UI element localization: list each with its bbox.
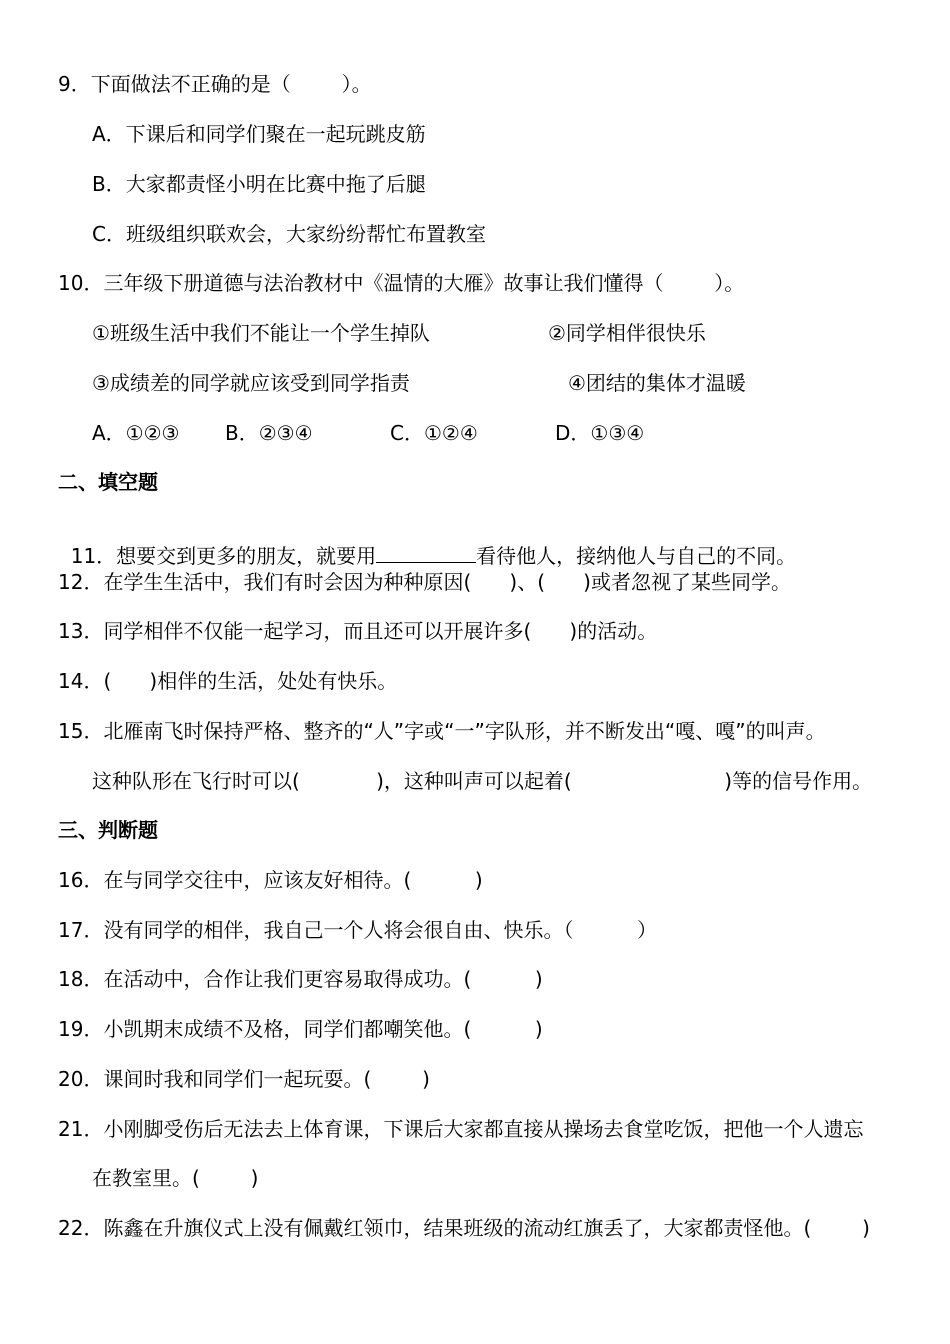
q15-line-1: 15．北雁南飞时保持严格、整齐的“人”字或“一”字队形，并不断发出“嘎、嘎”的叫声。	[58, 719, 826, 743]
q9-option-c: C．班级组织联欢会，大家纷纷帮忙布置教室	[92, 222, 486, 246]
q10-statement-4: ④团结的集体才温暖	[568, 371, 746, 395]
q21-line-1: 21．小刚脚受伤后无法去上体育课，下课后大家都直接从操场去食堂吃饭，把他一个人遗忘	[58, 1117, 864, 1141]
q11	[58, 520, 797, 568]
section-heading-true-false: 三、判断题	[58, 818, 158, 842]
q11-blank	[376, 544, 476, 563]
q19: 19．小凯期末成绩不及格，同学们都嘲笑他。( )	[58, 1017, 543, 1041]
q22: 22．陈鑫在升旗仪式上没有佩戴红领巾，结果班级的流动红旗丢了，大家都责怪他。( )	[58, 1216, 870, 1240]
section-heading-fill-in: 二、填空题	[58, 470, 158, 494]
q10-statement-1: ①班级生活中我们不能让一个学生掉队	[92, 321, 430, 345]
q11-before-blank: 11．想要交到更多的朋友，就要用	[70, 544, 377, 568]
q11-after-blank: 看待他人，接纳他人与自己的不同。	[476, 544, 797, 568]
q10-option-b: B．②③④	[225, 421, 313, 445]
q18: 18．在活动中，合作让我们更容易取得成功。( )	[58, 967, 543, 991]
q10-statement-2: ②同学相伴很快乐	[548, 321, 706, 345]
q16: 16．在与同学交往中，应该友好相待。( )	[58, 868, 483, 892]
q20: 20．课间时我和同学们一起玩耍。( )	[58, 1067, 430, 1091]
q9-option-b: B．大家都责怪小明在比赛中拖了后腿	[92, 172, 426, 196]
q17: 17．没有同学的相伴，我自己一个人将会很自由、快乐。（ ）	[58, 918, 658, 942]
q14: 14．( )相伴的生活，处处有快乐。	[58, 669, 398, 693]
q10-statement-3: ③成绩差的同学就应该受到同学指责	[92, 371, 410, 395]
q9-stem: 9．下面做法不正确的是（ ）。	[58, 72, 372, 96]
q10-option-d: D．①③④	[555, 421, 645, 445]
q21-line-2: 在教室里。( )	[92, 1166, 259, 1190]
q12: 12．在学生生活中，我们有时会因为种种原因( )、( )或者忽视了某些同学。	[58, 570, 791, 594]
q15-line-2: 这种队形在飞行时可以( )，这种叫声可以起着( )等的信号作用。	[92, 769, 873, 793]
q9-option-a: A．下课后和同学们聚在一起玩跳皮筋	[92, 122, 426, 146]
q10-option-a: A．①②③	[92, 421, 180, 445]
q10-stem: 10．三年级下册道德与法治教材中《温情的大雁》故事让我们懂得（ ）。	[58, 271, 745, 295]
q10-option-c: C．①②④	[390, 421, 478, 445]
q13: 13．同学相伴不仅能一起学习，而且还可以开展许多( )的活动。	[58, 619, 658, 643]
